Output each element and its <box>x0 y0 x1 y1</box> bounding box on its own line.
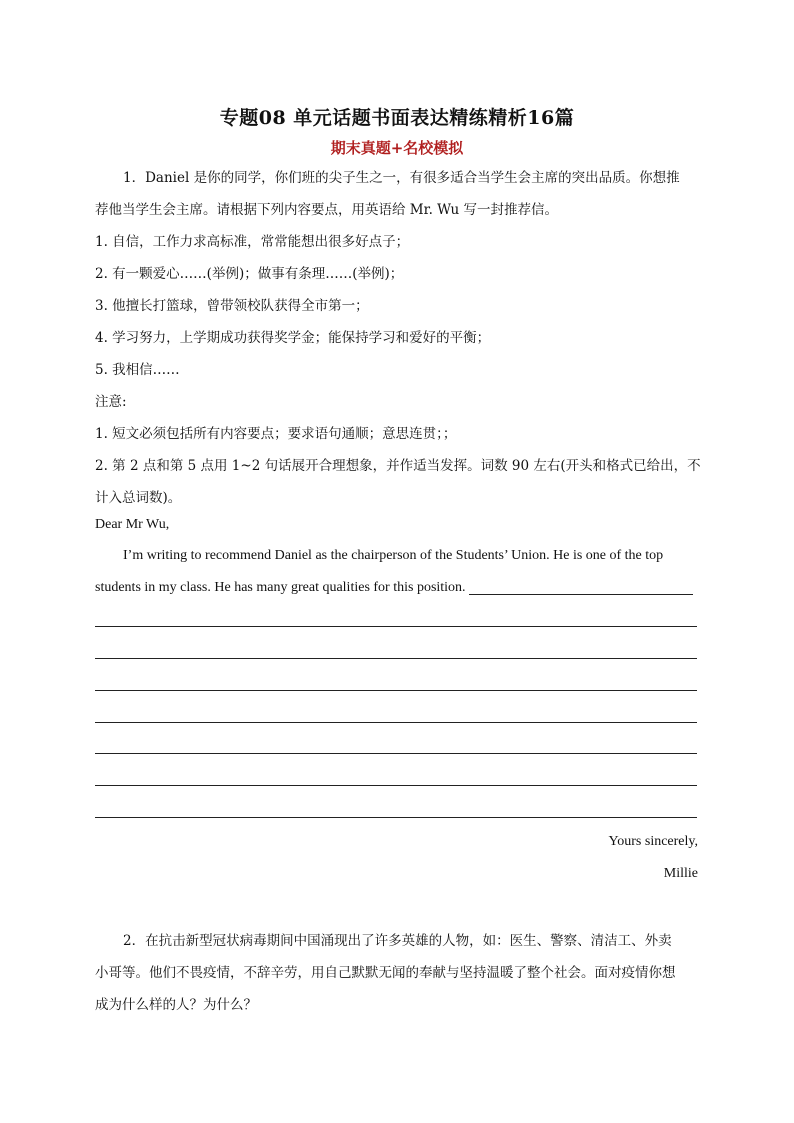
q1-point-1: 1. 自信，工作力求高标准，常常能想出很多好点子； <box>95 234 410 250</box>
q1-point-4: 4. 学习努力，上学期成功获得奖学金；能保持学习和爱好的平衡； <box>95 330 491 346</box>
letter-signature: Millie <box>663 866 698 881</box>
letter-body-line-2: students in my class. He has many great qualities for this position. <box>95 580 466 595</box>
q1-point-3: 3. 他擅长打篮球，曾带领校队获得全市第一； <box>95 298 369 314</box>
q1-note-1: 1. 短文必须包括所有内容要点；要求语句通顺；意思连贯；； <box>95 426 457 442</box>
letter-body-line-1: I’m writing to recommend Daniel as the chairperson of the Students’ Union. He is one of the top <box>123 548 664 563</box>
q1-point-5: 5. 我相信…… <box>95 362 180 378</box>
answer-line-1[interactable] <box>95 626 697 627</box>
answer-line-6[interactable] <box>95 785 697 786</box>
page-title: 专题08 单元话题书面表达精练精析16篇 <box>219 107 575 129</box>
answer-line-2[interactable] <box>95 658 697 659</box>
q1-point-2: 2. 有一颗爱心……(举例)；做事有条理……(举例)； <box>95 266 404 282</box>
page-subtitle: 期末真题+名校模拟 <box>330 139 464 157</box>
q2-line-2: 小哥等。他们不畏疫情，不辞辛劳，用自己默默无闻的奉献与坚持温暖了整个社会。面对疫情你想 <box>95 965 676 981</box>
q1-notes-label: 注意: <box>95 394 127 410</box>
q1-note-2: 2. 第 2 点和第 5 点用 1~2 句话展开合理想象，并作适当发挥。词数 90 左右(开头和格式已给出，不 <box>95 458 701 474</box>
q1-note-3: 计入总词数)。 <box>95 490 182 506</box>
q1-prompt-line-1: 1．Daniel 是你的同学，你们班的尖子生之一，有很多适合当学生会主席的突出品质。你想推 <box>123 170 680 186</box>
q2-line-1: 2．在抗击新型冠状病毒期间中国涌现出了许多英雄的人物，如：医生、警察、清洁工、外卖 <box>123 933 672 949</box>
q1-prompt-line-2: 荐他当学生会主席。请根据下列内容要点，用英语给 Mr. Wu 写一封推荐信。 <box>95 202 558 218</box>
answer-line-5[interactable] <box>95 753 697 754</box>
letter-closing: Yours sincerely, <box>608 834 698 849</box>
answer-blank-inline[interactable] <box>469 594 693 595</box>
q2-line-3: 成为什么样的人？为什么？ <box>95 997 257 1013</box>
answer-line-4[interactable] <box>95 722 697 723</box>
answer-line-7[interactable] <box>95 817 697 818</box>
letter-greeting: Dear Mr Wu, <box>95 517 170 532</box>
answer-line-3[interactable] <box>95 690 697 691</box>
